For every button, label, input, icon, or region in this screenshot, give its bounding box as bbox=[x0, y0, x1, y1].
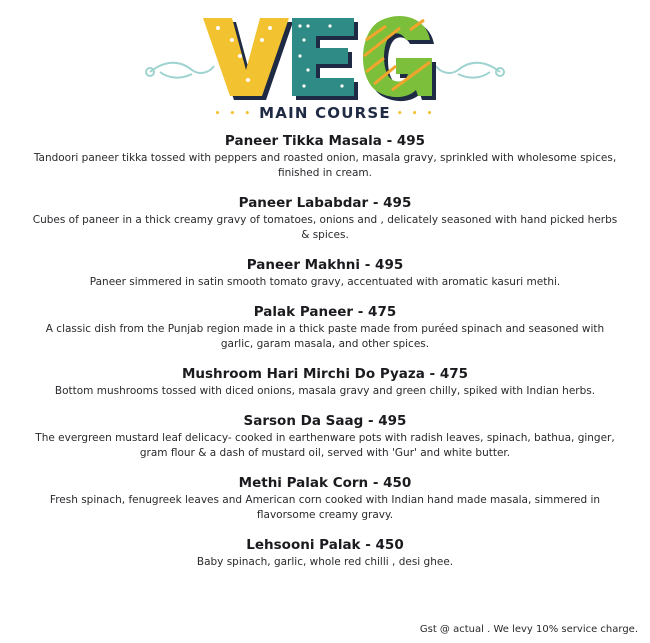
letter-e-icon bbox=[292, 18, 358, 100]
dish-description: Cubes of paneer in a thick creamy gravy of tomatoes, onions and , delicately seasoned with hand picked herbs & spices. bbox=[32, 214, 618, 241]
menu-item bbox=[30, 194, 620, 243]
dish-description: A classic dish from the Punjab region made in a thick paste made from puréed spinach and seasoned with garlic, garam masala, and other spices. bbox=[45, 323, 605, 350]
menu-item bbox=[30, 256, 620, 290]
letter-v-icon bbox=[203, 18, 293, 100]
letter-g-icon bbox=[363, 16, 436, 101]
dots-right-icon: • • • bbox=[396, 108, 436, 119]
menu-item bbox=[30, 303, 620, 352]
dish-description: Paneer simmered in satin smooth tomato gravy, accentuated with aromatic kasuri methi. bbox=[89, 276, 561, 288]
section-title-text: MAIN COURSE bbox=[259, 104, 391, 122]
dish-description: Fresh spinach, fenugreek leaves and American corn cooked with Indian hand made masala, simmered in flavorsome creamy gravy. bbox=[49, 494, 601, 521]
menu-item bbox=[30, 365, 620, 399]
dish-name: Paneer Makhni - 495 bbox=[246, 257, 404, 273]
menu-list bbox=[30, 132, 620, 583]
dish-description: The evergreen mustard leaf delicacy- cooked in earthenware pots with radish leaves, spinach, bathua, ginger, gram flour & a dash of mustard oil, served with 'Gur' and white butter. bbox=[35, 432, 615, 459]
dish-description: Tandoori paneer tikka tossed with peppers and roasted onion, masala gravy, sprinkled with wholesome spices, finished in cream. bbox=[33, 152, 617, 179]
dish-name: Sarson Da Saag - 495 bbox=[243, 413, 407, 429]
dish-name: Paneer Tikka Masala - 495 bbox=[224, 133, 426, 149]
menu-item bbox=[30, 132, 620, 181]
flourish-left-icon bbox=[146, 63, 214, 78]
menu-header bbox=[0, 0, 650, 125]
dish-name: Lehsooni Palak - 450 bbox=[246, 537, 404, 553]
dots-left-icon: • • • bbox=[214, 108, 254, 119]
flourish-right-icon bbox=[436, 63, 504, 78]
menu-item bbox=[30, 474, 620, 523]
dish-name: Methi Palak Corn - 450 bbox=[238, 475, 412, 491]
menu-item bbox=[30, 536, 620, 570]
dish-description: Baby spinach, garlic, whole red chilli , desi ghee. bbox=[196, 556, 454, 568]
dish-name: Mushroom Hari Mirchi Do Pyaza - 475 bbox=[181, 366, 469, 382]
footer-note: Gst @ actual . We levy 10% service charge. bbox=[419, 624, 638, 635]
dish-description: Bottom mushrooms tossed with diced onions, masala gravy and green chilly, spiked with Indian herbs. bbox=[54, 385, 596, 397]
dish-name: Paneer Lababdar - 495 bbox=[238, 195, 412, 211]
dish-name: Palak Paneer - 475 bbox=[253, 304, 397, 320]
menu-item bbox=[30, 412, 620, 461]
section-title bbox=[0, 104, 650, 122]
